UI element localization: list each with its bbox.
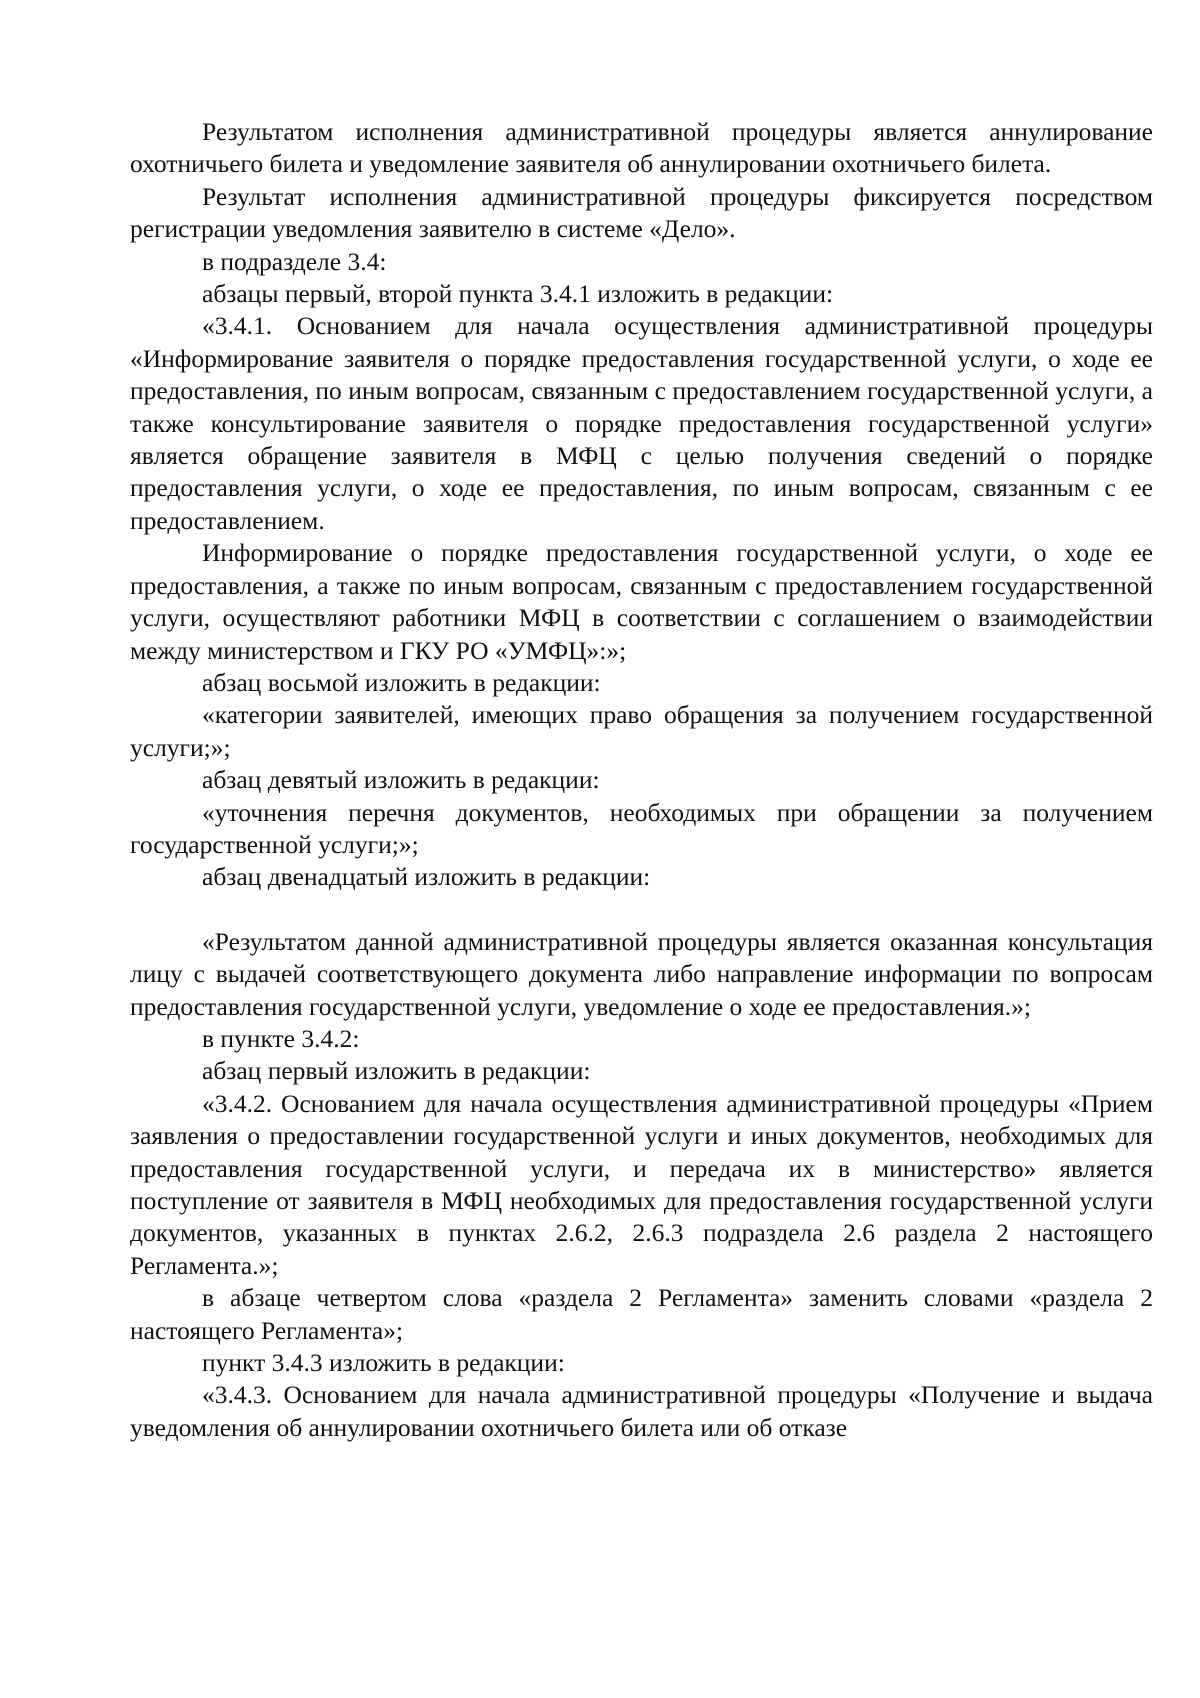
paragraph-twelfth-instruction: абзац двенадцатый изложить в редакции:: [202, 862, 651, 892]
paragraph-3-4-1-text: «3.4.1. Основанием для начала осуществления административной процедуры «Информирование заявителя о порядке предоставления государственной услуги, о ходе ее предоставления, по иным вопросам, связанным с предоставлением государственной услуги, а также консультирование заявителя о порядке предоставления государственной услуги» является обращение заявителя в МФЦ с целью получения сведений о порядке предоставления услуги, о ходе ее предоставления, по иным вопросам, связанным с ее предоставлением.: [130, 311, 1153, 535]
paragraph-3-4-3-instruction: пункт 3.4.3 изложить в редакции:: [202, 1348, 565, 1378]
paragraph-eighth-instruction: абзац восьмой изложить в редакции:: [202, 667, 601, 697]
paragraph-fourth-replace: в абзаце четвертом слова «раздела 2 Регламента» заменить словами «раздела 2 настоящего Регламента»;: [130, 1283, 1153, 1345]
blank-line: [130, 894, 1153, 926]
paragraph-result-registration: Результат исполнения административной процедуры фиксируется посредством регистрации уведомления заявителю в системе «Дело».: [130, 181, 1153, 244]
paragraph-3-4-2-text: «3.4.2. Основанием для начала осуществления административной процедуры «Прием заявления о предоставлении государственной услуги и иных документов, необходимых для предоставления государственной услуги, и передача их в министерство» является поступление от заявителя в МФЦ необходимых для предоставления государственной услуги документов, указанных в пунктах 2.6.2, 2.6.3 подраздела 2.6 раздела 2 настоящего Регламента.»;: [130, 1088, 1153, 1280]
paragraph-informing: Информирование о порядке предоставления государственной услуги, о ходе ее предоставления, а также по иным вопросам, связанным с предоставлением государственной услуги, осуществляют работники МФЦ в соответствии с соглашением о взаимодействии между министерством и ГКУ РО «УМФЦ»:»;: [130, 538, 1153, 665]
paragraph-3-4-1-instruction: абзацы первый, второй пункта 3.4.1 изложить в редакции:: [202, 279, 834, 309]
paragraph-subsection-3-4: в подразделе 3.4:: [202, 246, 387, 276]
paragraph-ninth-instruction: абзац девятый изложить в редакции:: [202, 765, 600, 795]
paragraph-3-4-3-text: «3.4.3. Основанием для начала административной процедуры «Получение и выдача уведомления об аннулировании охотничьего билета или об отказе: [130, 1380, 1153, 1442]
document-body: [130, 116, 1153, 1444]
paragraph-eighth-text: «категории заявителей, имеющих право обращения за получением государственной услуги;»;: [130, 700, 1153, 762]
paragraph-result-annulment: Результатом исполнения административной процедуры является аннулирование охотничьего билета и уведомление заявителя об аннулировании охотничьего билета.: [130, 117, 1153, 179]
paragraph-first-instruction: абзац первый изложить в редакции:: [202, 1056, 591, 1086]
paragraph-twelfth-text: «Результатом данной административной процедуры является оказанная консультация лицу с выдачей соответствующего документа либо направление информации по вопросам предоставления государственной услуги, уведомление о ходе ее предоставления.»;: [130, 926, 1153, 1021]
paragraph-point-3-4-2: в пункте 3.4.2:: [202, 1023, 360, 1053]
paragraph-ninth-text: «уточнения перечня документов, необходимых при обращении за получением государственной услуги;»;: [130, 797, 1153, 859]
